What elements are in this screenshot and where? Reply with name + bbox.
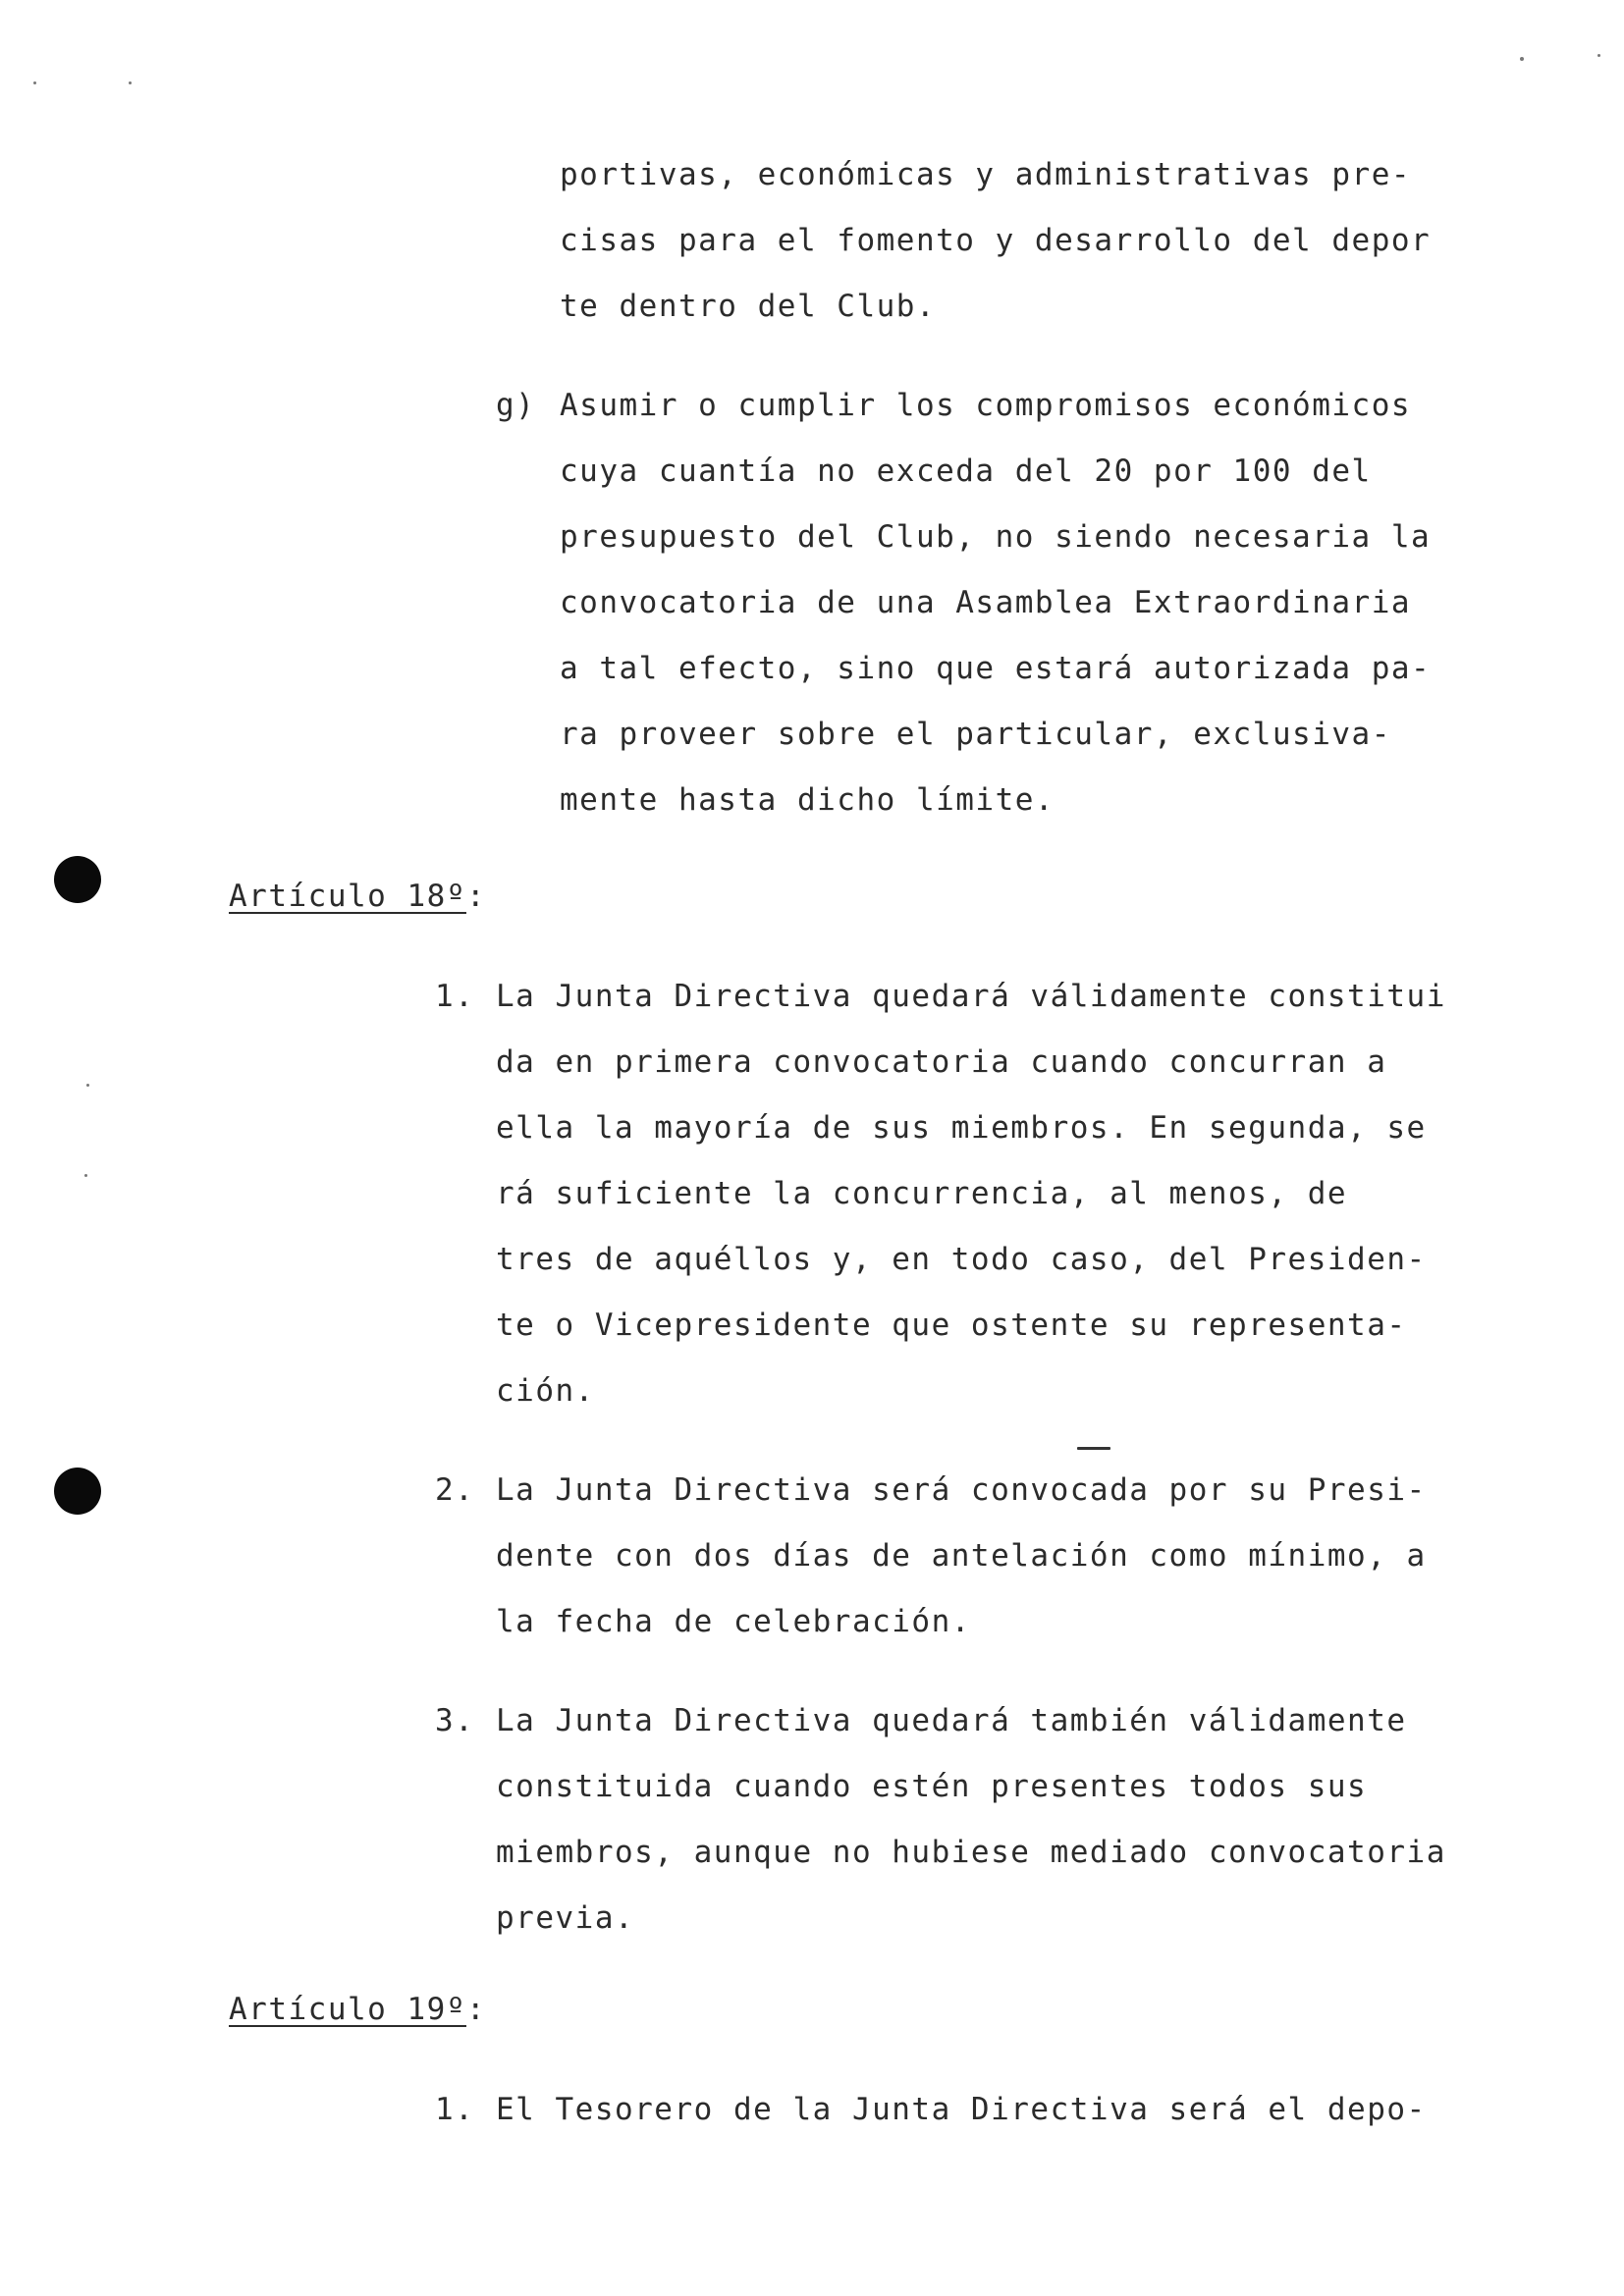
- article-18-item-1: [496, 964, 1446, 1424]
- text-line: cuya cuantía no exceda del 20 por 100 del: [560, 454, 1372, 489]
- article-heading-text: Artículo 19º: [229, 1992, 466, 2027]
- text-line: presupuesto del Club, no siendo necesaria la: [560, 519, 1432, 555]
- item-g-paragraph: [560, 373, 1431, 833]
- list-marker: 1.: [435, 2092, 475, 2127]
- text-line: El Tesorero de la Junta Directiva será el depo-: [496, 2092, 1427, 2127]
- text-line: convocatoria de una Asamblea Extraordinaria: [560, 585, 1412, 620]
- text-line: te dentro del Club.: [560, 289, 937, 324]
- text-line: ción.: [496, 1373, 595, 1409]
- text-line: rá suficiente la concurrencia, al menos, de: [496, 1176, 1348, 1211]
- text-line: La Junta Directiva quedará también válidamente: [496, 1703, 1407, 1738]
- scan-speck: [84, 1174, 87, 1177]
- list-marker: 2.: [435, 1472, 475, 1508]
- list-marker: g): [496, 388, 536, 423]
- scan-speck: [86, 1084, 89, 1087]
- punch-hole-bottom: [54, 1468, 101, 1515]
- text-line: da en primera convocatoria cuando concurran a: [496, 1044, 1387, 1080]
- article-19-item-1: [496, 2077, 1427, 2143]
- text-line: previa.: [496, 1900, 635, 1936]
- text-line: te o Vicepresidente que ostente su representa-: [496, 1308, 1407, 1343]
- text-line: La Junta Directiva será convocada por su Presi-: [496, 1472, 1427, 1508]
- scan-speck: [33, 81, 36, 84]
- article-18-item-3: [496, 1688, 1446, 1951]
- punch-hole-top: [54, 856, 101, 903]
- scan-speck: [1597, 54, 1600, 57]
- text-line: portivas, económicas y administrativas pre-: [560, 157, 1412, 192]
- text-line: La Junta Directiva quedará válidamente constitui: [496, 979, 1446, 1014]
- scan-speck: [1077, 1447, 1110, 1450]
- text-line: Asumir o cumplir los compromisos económicos: [560, 388, 1412, 423]
- heading-colon: :: [465, 1992, 487, 2027]
- text-line: miembros, aunque no hubiese mediado convocatoria: [496, 1835, 1446, 1870]
- continuation-paragraph: [560, 142, 1431, 340]
- text-line: ra proveer sobre el particular, exclusiva-: [560, 717, 1391, 752]
- article-heading-text: Artículo 18º: [229, 879, 466, 914]
- text-line: mente hasta dicho límite.: [560, 782, 1056, 818]
- article-19-heading: [229, 1990, 486, 2029]
- text-line: cisas para el fomento y desarrollo del depor: [560, 223, 1432, 258]
- article-18-item-2: [496, 1458, 1427, 1655]
- list-marker: 1.: [435, 979, 475, 1014]
- heading-colon: :: [465, 879, 487, 914]
- list-marker: 3.: [435, 1703, 475, 1738]
- scan-speck: [129, 81, 132, 84]
- text-line: constituida cuando estén presentes todos sus: [496, 1769, 1368, 1804]
- article-18-heading: [229, 877, 486, 916]
- text-line: ella la mayoría de sus miembros. En segunda, se: [496, 1110, 1427, 1146]
- text-line: tres de aquéllos y, en todo caso, del Presiden-: [496, 1242, 1427, 1277]
- scan-speck: [1520, 57, 1524, 61]
- text-line: dente con dos días de antelación como mínimo, a: [496, 1538, 1427, 1574]
- text-line: la fecha de celebración.: [496, 1604, 971, 1639]
- text-line: a tal efecto, sino que estará autorizada pa-: [560, 651, 1432, 686]
